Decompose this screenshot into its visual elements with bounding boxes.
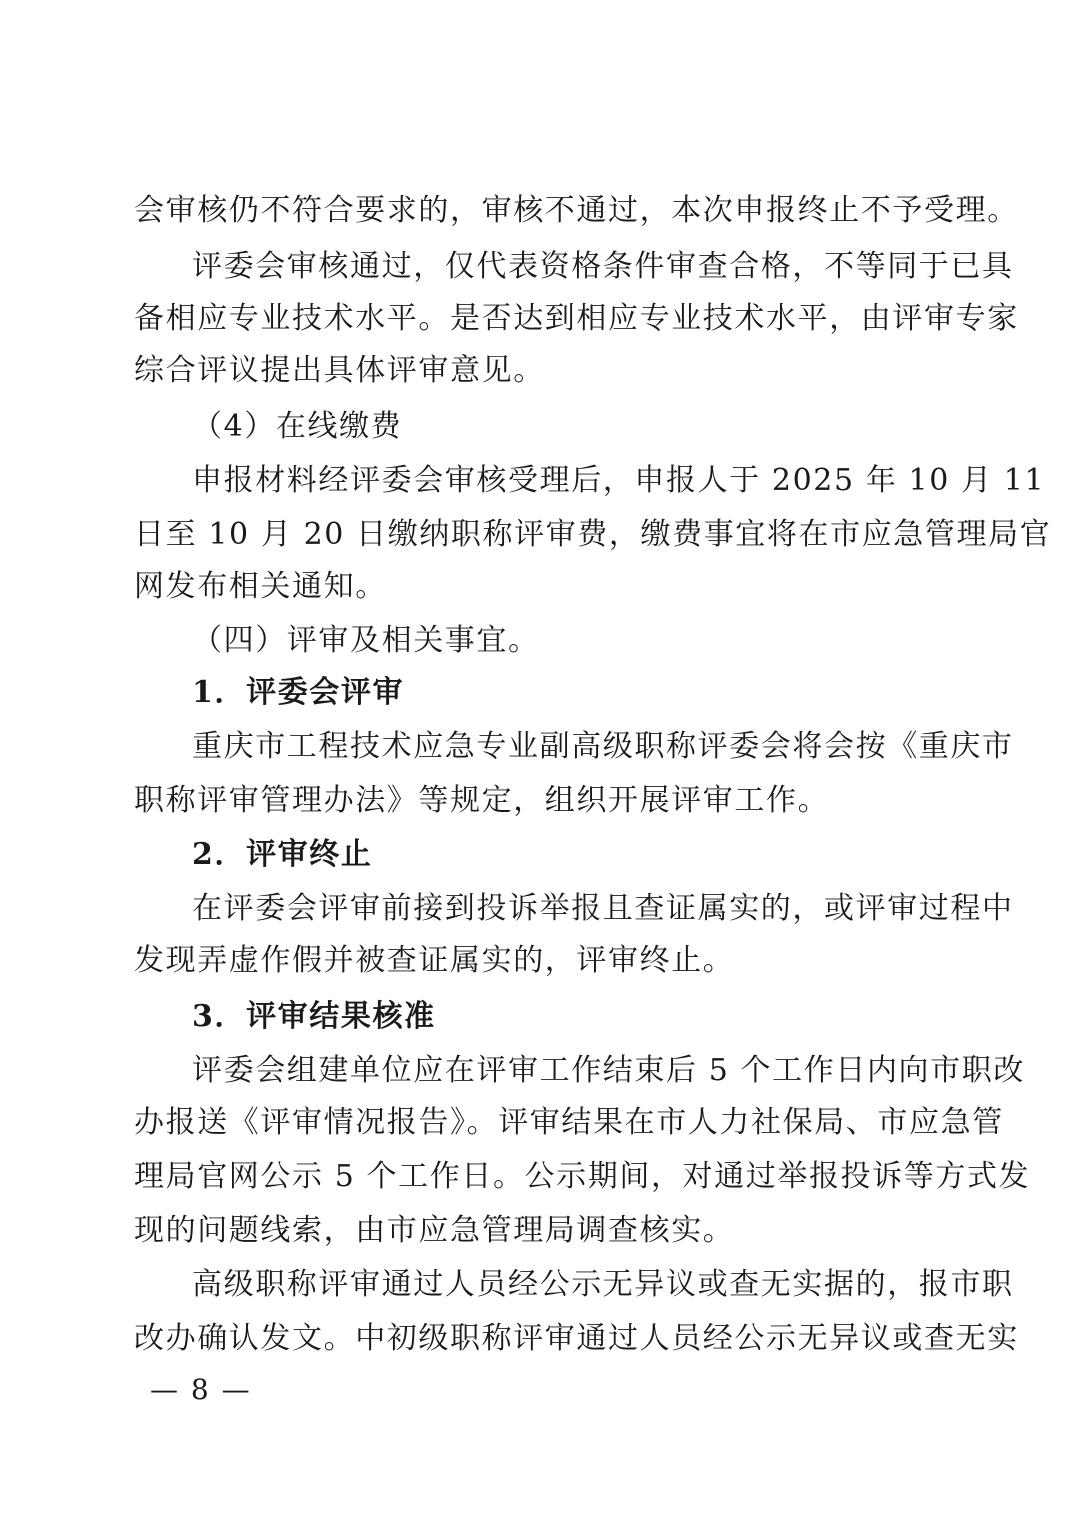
- page-number: — 8 —: [150, 1373, 252, 1406]
- text-line: 会审核仍不符合要求的，审核不通过，本次申报终止不予受理。: [134, 193, 1019, 228]
- text-line: 在评委会评审前接到投诉举报且查证属实的，或评审过程中: [192, 891, 1014, 926]
- text-line: 高级职称评审通过人员经公示无异议或查无实据的，报市职: [192, 1267, 1014, 1302]
- section-heading: 3．评审结果核准: [192, 999, 436, 1034]
- section-heading: 2．评审终止: [192, 837, 373, 872]
- text-line: 备相应专业技术水平。是否达到相应专业技术水平，由评审专家: [134, 301, 1019, 336]
- text-line: 改办确认发文。中初级职称评审通过人员经公示无异议或查无实: [134, 1321, 1019, 1356]
- text-line: 重庆市工程技术应急专业副高级职称评委会将会按《重庆市: [192, 729, 1014, 764]
- text-line: 发现弄虚作假并被查证属实的，评审终止。: [134, 943, 735, 978]
- text-line: 现的问题线索，由市应急管理局调查核实。: [134, 1213, 735, 1248]
- text-line: 综合评议提出具体评审意见。: [134, 353, 545, 388]
- text-line: 理局官网公示 5 个工作日。公示期间，对通过举报投诉等方式发: [134, 1159, 1031, 1194]
- text-line: 网发布相关通知。: [134, 569, 387, 604]
- text-line: 申报材料经评委会审核受理后，申报人于 2025 年 10 月 11: [192, 463, 1046, 498]
- subheading: （4）在线缴费: [192, 409, 403, 444]
- section-heading: 1．评委会评审: [192, 675, 405, 710]
- text-line: 日至 10 月 20 日缴纳职称评审费，缴费事宜将在市应急管理局官: [134, 517, 1052, 552]
- text-line: 评委会组建单位应在评审工作结束后 5 个工作日内向市职改: [192, 1053, 1025, 1088]
- text-line: 职称评审管理办法》等规定，组织开展评审工作。: [134, 783, 830, 818]
- section-heading: （四）评审及相关事宜。: [192, 623, 540, 658]
- text-line: 评委会审核通过，仅代表资格条件审查合格，不等同于已具: [192, 249, 1014, 284]
- text-line: 办报送《评审情况报告》。评审结果在市人力社保局、市应急管: [134, 1105, 1004, 1140]
